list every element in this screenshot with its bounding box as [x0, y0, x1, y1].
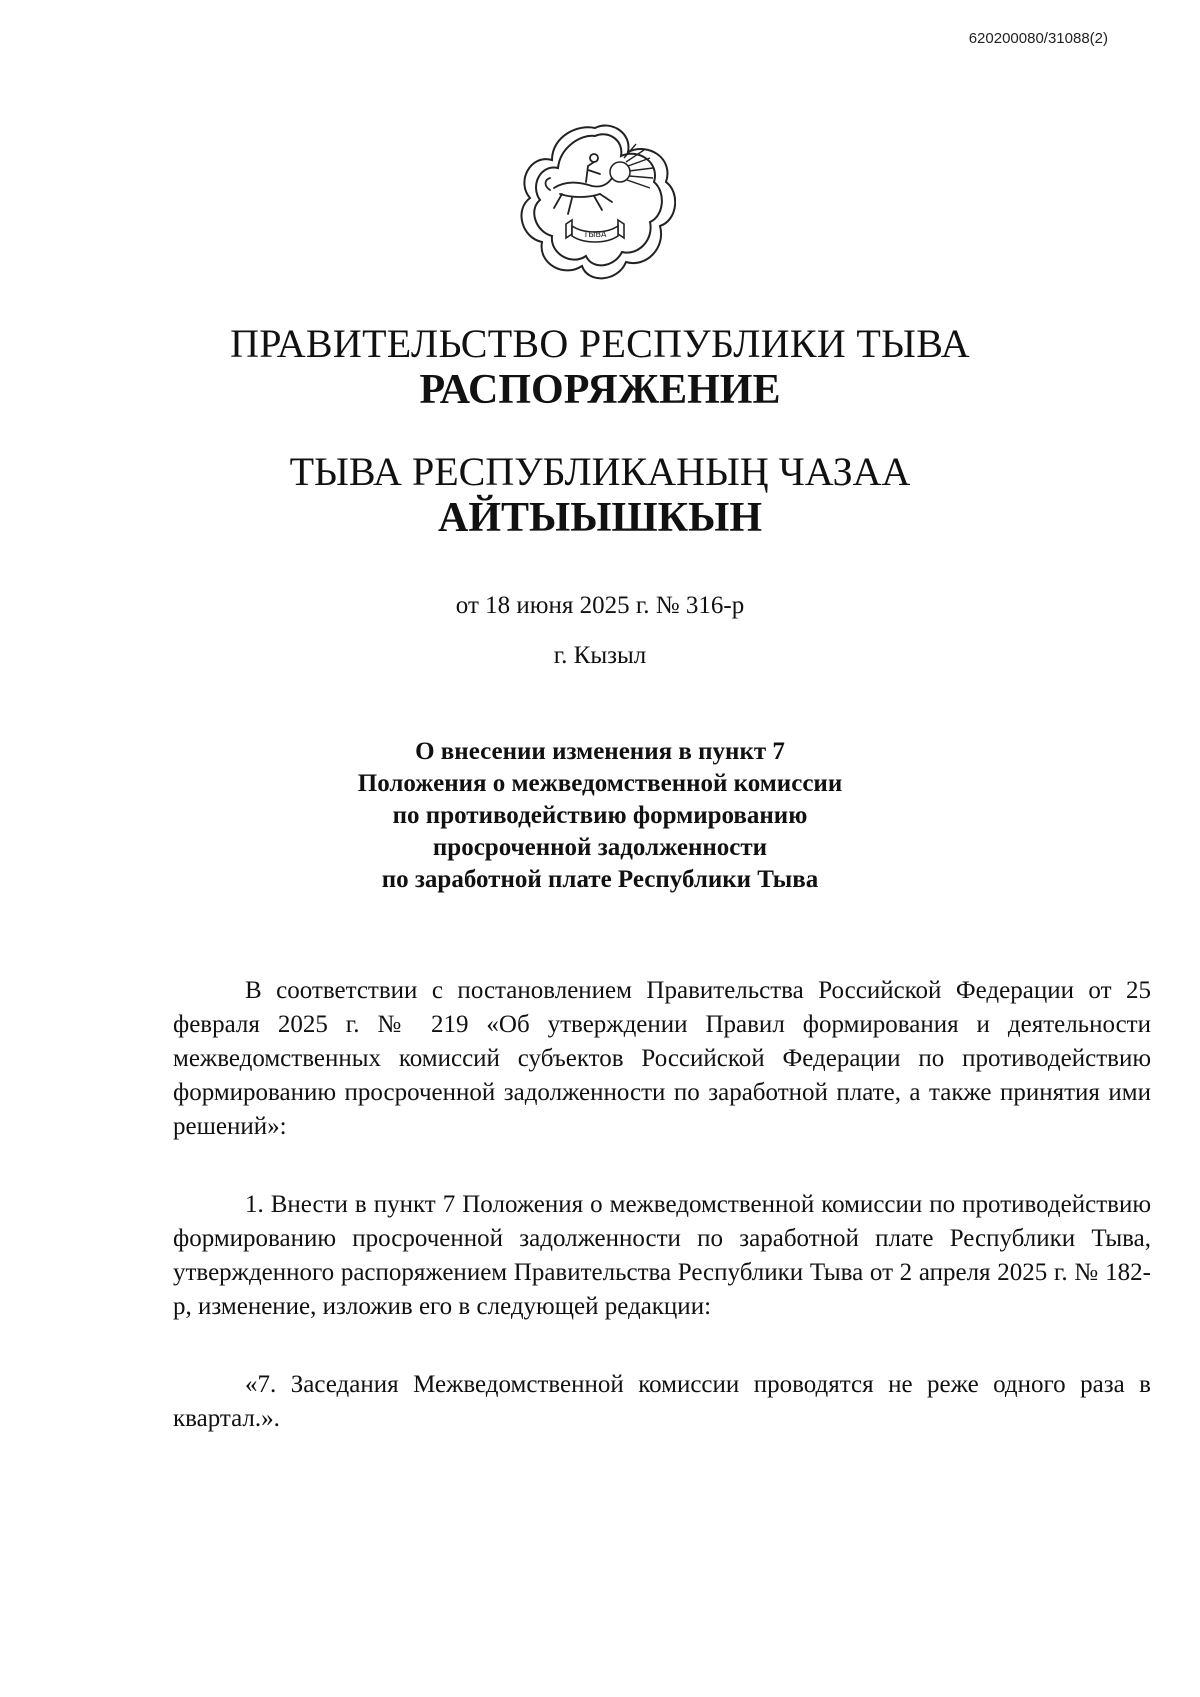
subject-line: по заработной плате Республики Тыва [381, 866, 819, 893]
subject-line: по противодействию формированию [392, 802, 808, 829]
order-subject [0, 736, 1200, 896]
item-1-quote-text: «7. Заседания Межведомственной комиссии проводятся не реже одного раза в квартал.». [173, 1371, 1151, 1432]
order-title-tyv: АЙТЫЫШКЫН [438, 495, 762, 541]
subject-line: О внесении изменения в пункт 7 [415, 738, 785, 765]
item-1-quote-paragraph [173, 1368, 1151, 1436]
order-title-ru: РАСПОРЯЖЕНИЕ [419, 367, 781, 413]
item-1-paragraph [173, 1188, 1151, 1324]
item-1-text: 1. Внести в пункт 7 Положения о межведомственной комиссии по противодействию формированию просроченной задолженности по заработной плате Республики Тыва, утвержденного распоряжением Правительства Республики Тыва от 2 апреля 2025 г. № 182-р, изменение, изложив его в следующей редакции: [173, 1191, 1151, 1320]
coat-of-arms-emblem [514, 122, 676, 284]
document-number: 620200080/31088(2) [968, 30, 1108, 47]
preamble-text: В соответствии с постановлением Правительства Российской Федерации от 25 февраля 2025 г. № 219 «Об утверждении Правил формирования и деятельности межведомственных комиссий субъектов Российской Федерации по противодействию формированию просроченной задолженности по заработной плате, а также принятия ими решений»: [173, 977, 1151, 1140]
government-title-ru: ПРАВИТЕЛЬСТВО РЕСПУБЛИКИ ТЫВА [230, 321, 970, 366]
emblem-caption: ТЫВА [583, 230, 607, 239]
order-date-number: от 18 июня 2025 г. № 316-р [455, 592, 745, 619]
preamble-paragraph [173, 974, 1151, 1144]
government-title-tyv: ТЫВА РЕСПУБЛИКАНЫҢ ЧАЗАА [289, 449, 911, 494]
city: г. Кызыл [553, 642, 647, 669]
subject-line: Положения о межведомственной комиссии [357, 770, 843, 797]
subject-line: просроченной задолженности [432, 834, 768, 861]
